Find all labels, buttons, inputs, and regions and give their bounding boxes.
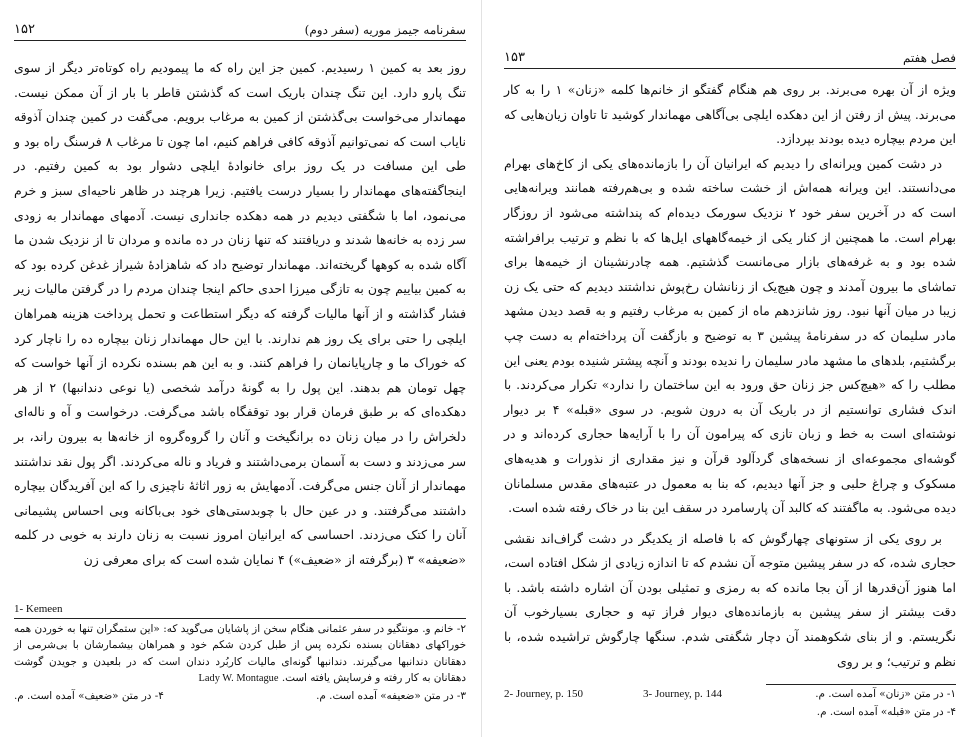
right-footnote-3: 3- Journey, p. 144: [643, 688, 723, 700]
right-page-paragraph-2: در دشت کمین ویرانه‌ای را دیدیم که ایرانیان آن را بازمانده‌های یکی از کاخ‌های بهرام می‌دانستند. این ویرانه همه‌اش از خشت ساخته شده و بی‌هم‌رفته همانند ویرانه‌هایی است که در آخرین سفر خود ۲ نزدیک سورمک دیده‌ام که پنداشته می‌شود از روزگار بهرام است. ما همچنین از کنار یکی از خیمه‌گاههای ایل‌ها که با نظم و ترتیب برافراشته شده بود و به غرفه‌های بازار می‌مانست گذشتیم. همه چادرنشینان از خیمه‌ها برای تماشای ما بیرون آمدند و چون هیچ‌یک از زنانشان رخ‌پوش نداشتند دیدیم که حتی یک زن زیبا در میان آنها نبود. روز شانزدهم ماه از کمین به مرغاب رفتیم و به قصد دیدن مشهد مادر سلیمان که در سفرنامهٔ پیشین ۳ به توضیح و بازگفت آن پرداخته‌ام به دست چپ برگشتیم، بلدهای ما مشهد مادر سلیمان را ندیده بودند و آنچه پیشتر شنیده بودم یعنی این مطلب را که «هیچ‌کس جز زنان حق ورود به این ساختمان را ندارد» تکرار می‌کردند. با اندک فشاری توانستیم از در باریک آن به درون شویم. در سوی «قبله» ۴ بر دیوار نوشته‌ای است به خط و زبان تازی که پیرامون آن را با آرایه‌ها حجاری کرده‌اند و در گوشه‌ای مجموعه‌ای از نسخه‌های گردآلود قرآن و نیز مقداری از نذورات و هدیه‌های مسکوک و چراغ حلبی و جز آنها دیدیم، که بنا به معمول در عتبه‌های مقدس مسلمانان دیده می‌شود. به ماگفتند که کالبد آن پارسامرد در سقف این بنا در خاک رفته شده است.: [504, 155, 956, 516]
left-page-footnotes: [14, 601, 466, 705]
right-page-body: [504, 78, 956, 674]
left-page-number: ۱۵۲: [14, 22, 35, 37]
left-page-paragraph: روز بعد به کمین ۱ رسیدیم. کمین جز این راه که ما پیمودیم راه کوتاه‌تر دیگر از سوی تنگ پارو دارد. این تنگ چندان باریک است که گذشتن قاطر با بار از آن ممکن نیست. مهماندار می‌خواست بی‌گذشتن از کمین به مرغاب برویم. می‌گفت در کمین چندان آذوقه نایاب است که نمی‌توانیم آذوقه کافی فراهم کنیم، اما چون تا مرغاب ۸ فرسنگ راه بود و طی این مسافت در یک روز برای خانوادهٔ ایلچی دشوار بود به کمین رفتیم. در اینجاگفته‌های مهماندار را بسیار درست یافتیم. زیرا هرچند در ظاهر ناحیه‌ای سبز و خرم می‌نمود، اما با شگفتی دیدیم در همه دهکده جانداری نیست. آدمهای مهماندار به زودی سر زده به خانه‌ها شدند و دریافتند که تنها زنان در ده مانده و مردان تا از نزدیک شدن ما آگاه شده به کوهها گریخته‌اند. مهماندار توضیح داد که شاهزادهٔ شیراز غدغن کرده بود که به کمین بیاییم چون به تازگی میرزا احدی حاکم اینجا چندان مردم را در گرفتن مالیات زیر فشار گذاشته و از آنها مالیات گرفته که دیگر استطاعت و تحمل پرداخت هزینه همراهان ایلچی را حتی برای یک روز هم ندارند. با این حال مهماندار زنان بیچاره ده را ناچار کرد که خوراک ما و چارپایانمان را فراهم کنند. و به این هم بسنده نکرده از آنها خواست که چهل تومان هم بدهند. این پول را به گونهٔ درآمد شخصی (یا نوعی دندانبها) ۲ از هر دهکده‌ای که بر طبق فرمان قرار بود توقفگاه باشد می‌گرفت. درخواست و آه و ناله‌ای دلخراش را در میان زنان ده برانگیخت و آنان را گروه‌گروه از خانه‌ها به بیرون راند، بر سر می‌زدند و دست به آسمان برمی‌داشتند و فریاد و ناله می‌کردند. اگر پول نقد نداشتند مهماندار از آنان جنس می‌گرفت. آدمهایش به زور اثاثهٔ ناچیزی را که این آفریدگان بیچاره داشتند می‌گرفتند. و در عین حال با چوبدستی‌های خود بی‌باکانه وبی احساس پشیمانی آنان را کتک می‌زدند. احساسی که ایرانیان امروز نسبت به زنان دارند به خوبی در کلمه «ضعیفه» ۳ (برگرفته از «ضعیف») ۴ نمایان شده است که برای معرفی زن: [14, 60, 467, 567]
right-page-paragraph-3: بر روی یکی از ستونهای چهارگوش که با فاصله از یکدیگر در دشت گراف‌اند نقشی حجاری شده، که در سفر پیشین متوجه آن نشدم که تا اندازه زیادی از شکل افتاده است، اما هنوز آن‌قدرها از آن بجا مانده که به رمزی و تمثیلی بودن آن اشاره داشته باشد. با دقت بیشتر از سفر پیشین به بازمانده‌های دیوار فراز تپه و حجاری بسیارخوب آن نگریستم. و از بنای شکوهمند آن دچار شگفتی شدم. سنگها چارگوش تراشیده شده، با نظم و ترتیب؛ و بر روی: [504, 530, 956, 669]
footnote-2-text: ۲- خانم و. مونتگیو در سفر عثمانی هنگام سخن از پاشایان می‌گوید که: «این ستمگران تنها به خوردن همه خوراکهای دهقانان بسنده نکرده پس از طبل کردن شکم خود و همراهان بیشمارشان با بی‌شرمی از دهقانان دندانبها می‌گیرند. دندانبها گونه‌ای مالیات کاربُرد دندان است که در بلعیدن و جویدن گوشت دهقانان به کار رفته و فرسایش یافته است.: [14, 622, 466, 685]
right-page-running-title: فصل هفتم: [902, 51, 956, 65]
right-page-paragraph-1: ویژه از آن بهره می‌برند. بر روی هم هنگام گفتگو از خانم‌ها کلمه «زنان» ۱ را به کار می‌برند. پیش از رفتن از این دهکده ایلچی بی‌آگاهی مهماندار کوشید تا تاوان زیان‌هایی که این مردم بیچاره دیده بودند بپردازد.: [504, 82, 956, 147]
footnote-3: ۳- در متن «ضعیفه» آمده است. م.: [316, 689, 466, 702]
right-page-footnotes: [504, 684, 956, 721]
footnote-4: ۴- در متن «ضعیف» آمده است. م.: [14, 689, 164, 702]
left-page: [0, 0, 482, 737]
right-footnote-1: ۱- در متن «زنان» آمده است. م.: [815, 688, 956, 700]
left-page-body: [14, 56, 466, 572]
right-page-header: [504, 50, 956, 69]
footnote-2: [14, 621, 466, 688]
right-page: [482, 0, 967, 737]
left-page-running-title: سفرنامه جیمز موریه (سفر دوم): [304, 23, 466, 37]
right-footnote-2: 2- Journey, p. 150: [504, 688, 584, 700]
right-page-number: ۱۵۳: [504, 50, 525, 65]
footnote-2-latin: Lady W. Montague: [198, 673, 279, 685]
footnote-1: 1- Kemeen: [14, 603, 63, 615]
left-page-header: [14, 22, 466, 41]
footnote-3-4-row: [14, 688, 466, 705]
footnote-rule: [14, 618, 466, 619]
right-footnote-4: ۴- در متن «قبله» آمده است. م.: [816, 706, 956, 718]
